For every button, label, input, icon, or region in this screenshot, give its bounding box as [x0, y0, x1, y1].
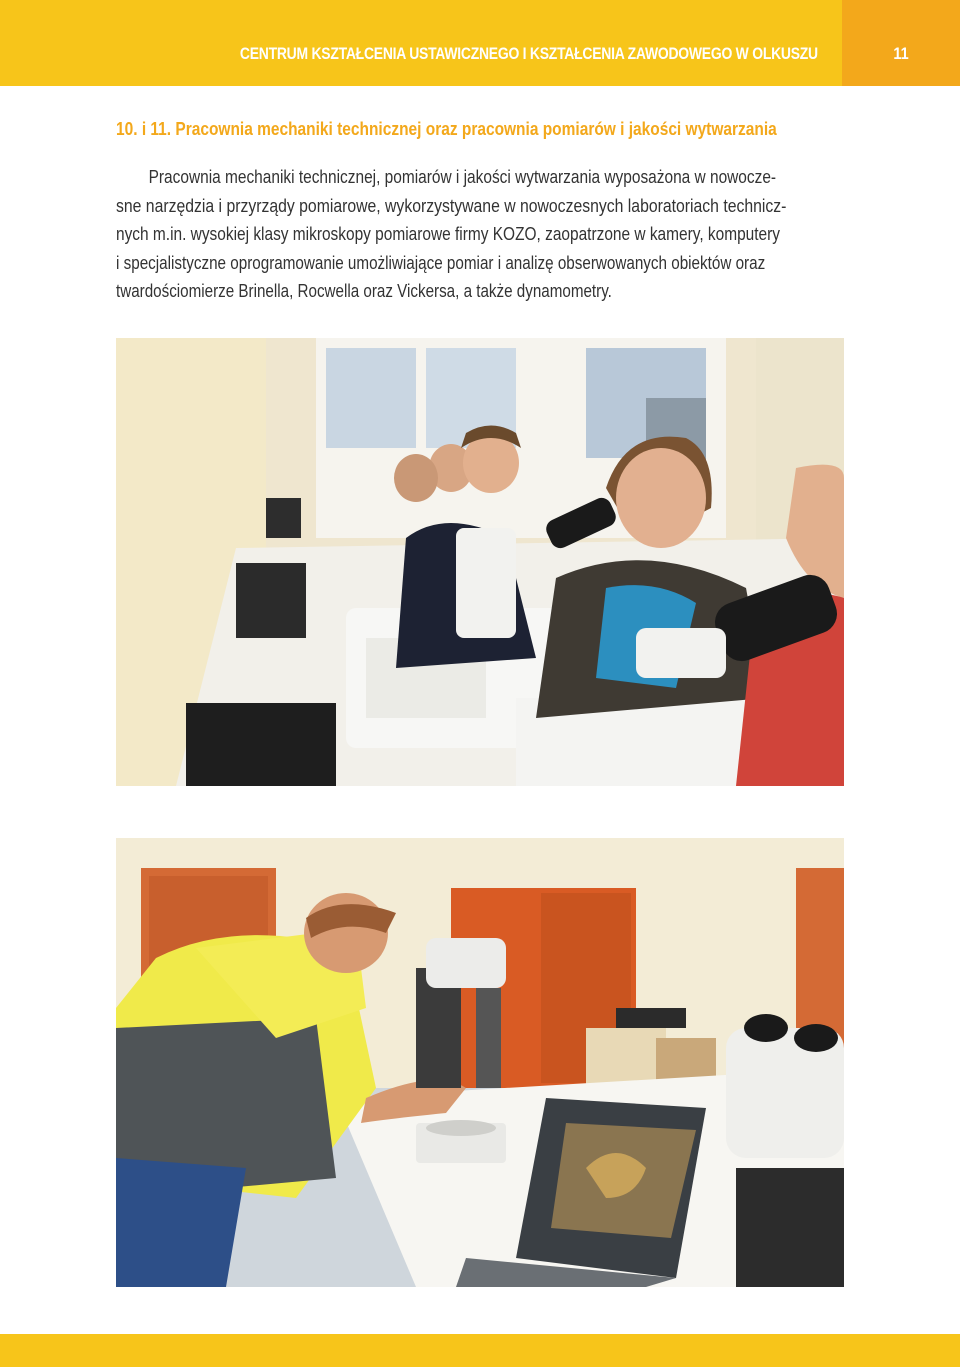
body-line: twardościomierze Brinella, Rocwella oraz Vickersa, a także dynamometry.	[116, 281, 612, 301]
page-number-box	[842, 0, 960, 86]
header-band	[0, 0, 960, 86]
photo-microscope-lab	[116, 338, 844, 786]
body-line: sne narzędzia i przyrządy pomiarowe, wykorzystywane w nowoczesnych laboratoriach technicz-	[116, 195, 787, 216]
body-line: Pracownia mechaniki technicznej, pomiarów i jakości wytwarzania wyposażona w nowocze-	[148, 167, 777, 187]
photo-microscope-lab-illustration	[116, 338, 844, 786]
body-paragraph	[116, 163, 844, 306]
body-line: i specjalistyczne oprogramowanie umożliwiające pomiar i analizę obserwowanych obiektów oraz	[116, 252, 766, 273]
photo-stereo-microscope-illustration	[116, 838, 844, 1287]
page-number: 11	[893, 44, 909, 63]
header-title: CENTRUM KSZTAŁCENIA USTAWICZNEGO I KSZTAŁCENIA ZAWODOWEGO W OLKUSZU	[240, 44, 818, 63]
section-title: 10. i 11. Pracownia mechaniki technicznej oraz pracownia pomiarów i jakości wytwarzania	[116, 119, 777, 139]
photo-stereo-microscope	[116, 838, 844, 1287]
footer-band	[0, 1334, 960, 1367]
body-line: nych m.in. wysokiej klasy mikroskopy pomiarowe firmy KOZO, zaopatrzone w kamery, komputery	[116, 224, 781, 244]
